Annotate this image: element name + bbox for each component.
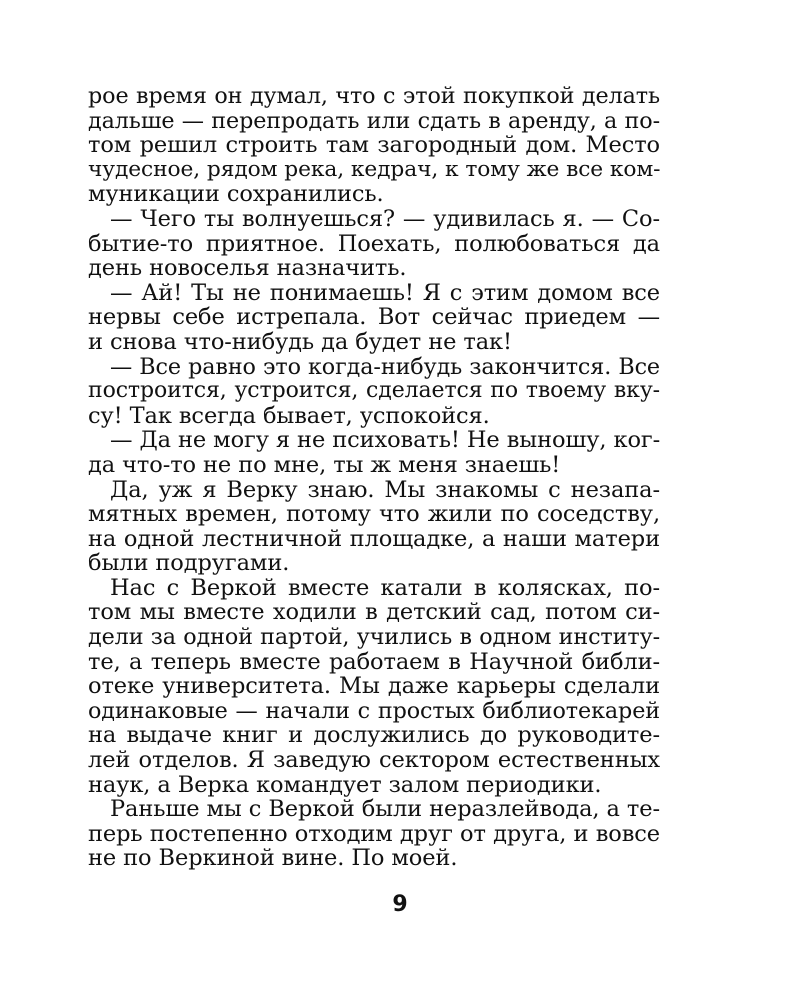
text-line: на выдаче книг и дослужились до руководите- — [88, 722, 660, 749]
text-line: перь постепенно отходим друг от друга, и вовсе — [88, 820, 660, 847]
text-line: чудесное, рядом река, кедрач, к тому же все ком- — [88, 156, 661, 182]
text-line: не по Веркиной вине. По моей. — [88, 845, 458, 872]
text-line: Да, уж я Верку знаю. Мы знакомы с незапа- — [110, 476, 660, 503]
text-line: дальше — перепродать или сдать в аренду, а по- — [88, 107, 660, 134]
text-line: нервы себе истрепала. Вот сейчас приедем — — [88, 304, 660, 331]
text-line: отеке университета. Мы даже карьеры сделали — [88, 673, 660, 700]
text-line: лей отделов. Я заведую сектором естественных — [88, 747, 660, 774]
text-line: наук, а Верка командует залом периодики. — [88, 771, 602, 798]
text-line: дели за одной партой, учились в одном институ- — [88, 624, 660, 651]
text-line: мятных времен, потому что жили по соседству, — [88, 501, 660, 528]
text-line: том решил строить там загородный дом. Место — [88, 132, 660, 159]
text-line: день новоселья назначить. — [88, 255, 407, 282]
text-line: — Ай! Ты не понимаешь! Я с этим домом все — [110, 279, 660, 306]
text-line: и снова что-нибудь да будет не так! — [88, 328, 512, 355]
text-line: Нас с Веркой вместе катали в колясках, по- — [110, 574, 660, 601]
text-line: были подругами. — [88, 550, 290, 577]
text-line: рое время он думал, что с этой покупкой делать — [88, 83, 660, 109]
text-line: — Да не могу я не психовать! Не выношу, ког- — [110, 427, 661, 454]
text-line: — Все равно это когда-нибудь закончится. Все — [110, 353, 660, 380]
text-line: те, а теперь вместе работаем в Научной библи- — [88, 648, 660, 675]
text-line: построится, устроится, сделается по твоему вку- — [88, 378, 660, 404]
text-line: бытие-то приятное. Поехать, полюбоваться да — [88, 230, 660, 257]
text-line: су! Так всегда бывает, успокойся. — [88, 402, 490, 429]
page-number: 9 — [392, 892, 408, 917]
text-line: муникации сохранились. — [88, 181, 384, 208]
book-page-text — [88, 84, 660, 871]
text-line: одинаковые — начали с простых библиотекарей — [88, 697, 660, 724]
text-line: на одной лестничной площадке, а наши матери — [88, 525, 660, 552]
text-line: Раньше мы с Веркой были неразлейвода, а те- — [110, 796, 660, 823]
text-line: да что-то не по мне, ты ж меня знаешь! — [88, 451, 561, 478]
text-line: — Чего ты волнуешься? — удивилась я. — Со- — [110, 205, 660, 232]
text-line: том мы вместе ходили в детский сад, потом си- — [88, 599, 660, 626]
